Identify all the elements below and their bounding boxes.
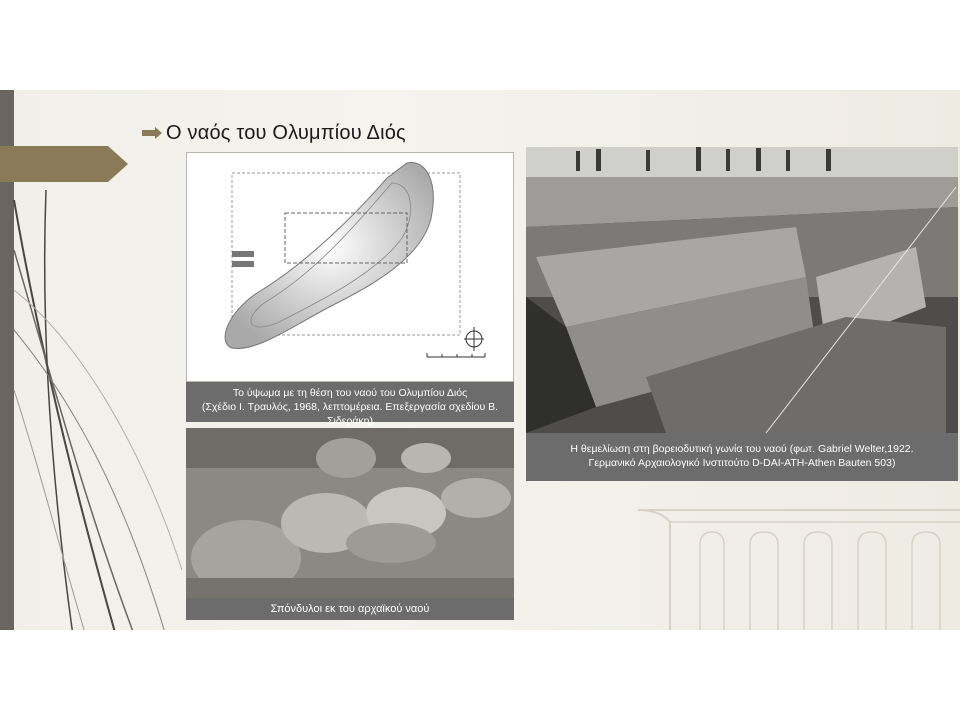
map-caption bbox=[186, 382, 514, 427]
title-arrow-shape bbox=[0, 146, 128, 182]
scale-bar-icon bbox=[427, 353, 485, 357]
slide-title-text: Ο ναός του Ολυμπίου Διός bbox=[166, 121, 406, 144]
photo-caption-line1: Η θεμελίωση στη βορειοδυτική γωνία του ναού (φωτ. Gabriel Welter,1922. bbox=[570, 443, 914, 455]
topographic-map bbox=[186, 152, 514, 382]
column-drums-photo bbox=[186, 428, 514, 598]
photo-caption-line2: Γερμανικό Αρχαιολογικό Ινστιτούτο D-DAI-ATH-Athen Bauten 503) bbox=[588, 457, 896, 469]
north-arrow-icon bbox=[464, 327, 484, 351]
decorative-column bbox=[630, 500, 960, 630]
map-caption-line2: (Σχέδιο Ι. Τραυλός, 1968, λεπτομέρεια. Επεξεργασία σχεδίου Β. Σιδεράκη) bbox=[201, 401, 499, 427]
drums-caption-text: Σπόνδυλοι εκ του αρχαϊκού ναού bbox=[270, 603, 430, 615]
arrow-bullet-icon bbox=[142, 127, 162, 139]
foundation-photo-caption bbox=[526, 433, 958, 481]
slide bbox=[0, 90, 960, 630]
map-caption-line1: Το ύψωμα με τη θέση του ναού του Ολυμπίου Διός bbox=[232, 387, 468, 399]
foundation-photo bbox=[526, 147, 958, 433]
drums-caption bbox=[186, 598, 514, 620]
slide-title bbox=[142, 120, 406, 146]
